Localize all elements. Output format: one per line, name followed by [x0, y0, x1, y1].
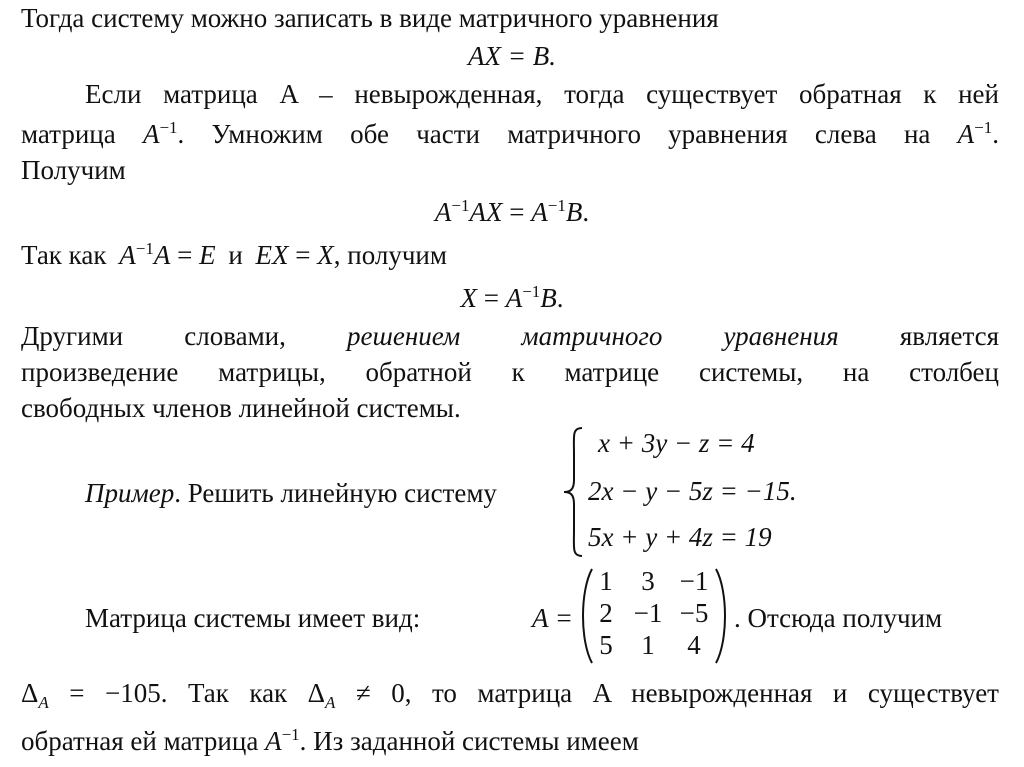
text-line-3 — [21, 118, 999, 154]
system-eq-1: x + 3y − z = 4 — [598, 428, 755, 458]
matrix-cell: 3 — [641, 566, 655, 596]
system-eq-2: 2x − y − 5z = −15. — [588, 476, 797, 506]
equation-x-solution: $X = A^{-1}B$. — [460, 282, 564, 313]
matrix-cell: 5 — [599, 630, 613, 660]
system-brace — [560, 424, 590, 560]
system-eq-3: 5x + y + 4z = 19 — [588, 522, 772, 552]
text-line-15: $\Delta_A = -105$. Так как $\Delta_A \ne 0$, то матрица A невырожденная и существует — [21, 678, 999, 712]
text-poluchim: Получим — [21, 155, 126, 185]
matrix-intro: Матрица системы имеет вид: — [85, 603, 421, 633]
a-inverse-1: $A^{-1}$. — [142, 118, 185, 149]
matrix-cell: −1 — [633, 598, 663, 628]
text-line-10: свободных членов линейной системы. — [21, 393, 461, 423]
text-line-9: произведение матрицы, обратной к матрице системы, на столбец — [21, 357, 999, 387]
text-line-6: Так как $A^{-1}A = E$ и EX = X, получим — [21, 239, 447, 270]
matrix-label: A = — [532, 603, 573, 633]
equation-ax-b: AX = B. — [468, 41, 556, 71]
text-line-2: Если матрица A – невырожденная, тогда существует обратная к ней — [85, 79, 999, 109]
matrix-after: . Отсюда получим — [734, 603, 943, 633]
text-line-8: Другими словами, решением матричного уравнения является — [21, 321, 1000, 351]
a-inverse-3: $A^{-1}$ — [265, 725, 300, 756]
a-inverse-2: $A^{-1}$. — [957, 118, 1000, 149]
text-multiply: Умножим обе части матричного уравнения слева на — [211, 119, 931, 149]
equation-inverse-mult: $A^{-1}AX = A^{-1}B$. — [434, 196, 590, 227]
determinant: $\Delta_A = -105$ — [21, 678, 161, 712]
matrix-cell: −1 — [679, 566, 709, 596]
matrix-cell: 2 — [599, 598, 613, 628]
example-word: Пример — [85, 478, 175, 508]
matrix-cell: 4 — [687, 630, 701, 660]
text-matrica: матрица — [21, 119, 116, 149]
matrix-cell: −5 — [679, 598, 709, 628]
example-intro: Пример. Решить линейную систему — [85, 478, 497, 508]
matrix-cell: 1 — [599, 566, 613, 596]
text-line-1: Тогда систему можно записать в виде матричного уравнения — [21, 3, 719, 33]
text-line-16: обратная ей матрица $A^{-1}$. Из заданной системы имеем — [21, 725, 639, 756]
matrix-cell: 1 — [641, 630, 655, 660]
